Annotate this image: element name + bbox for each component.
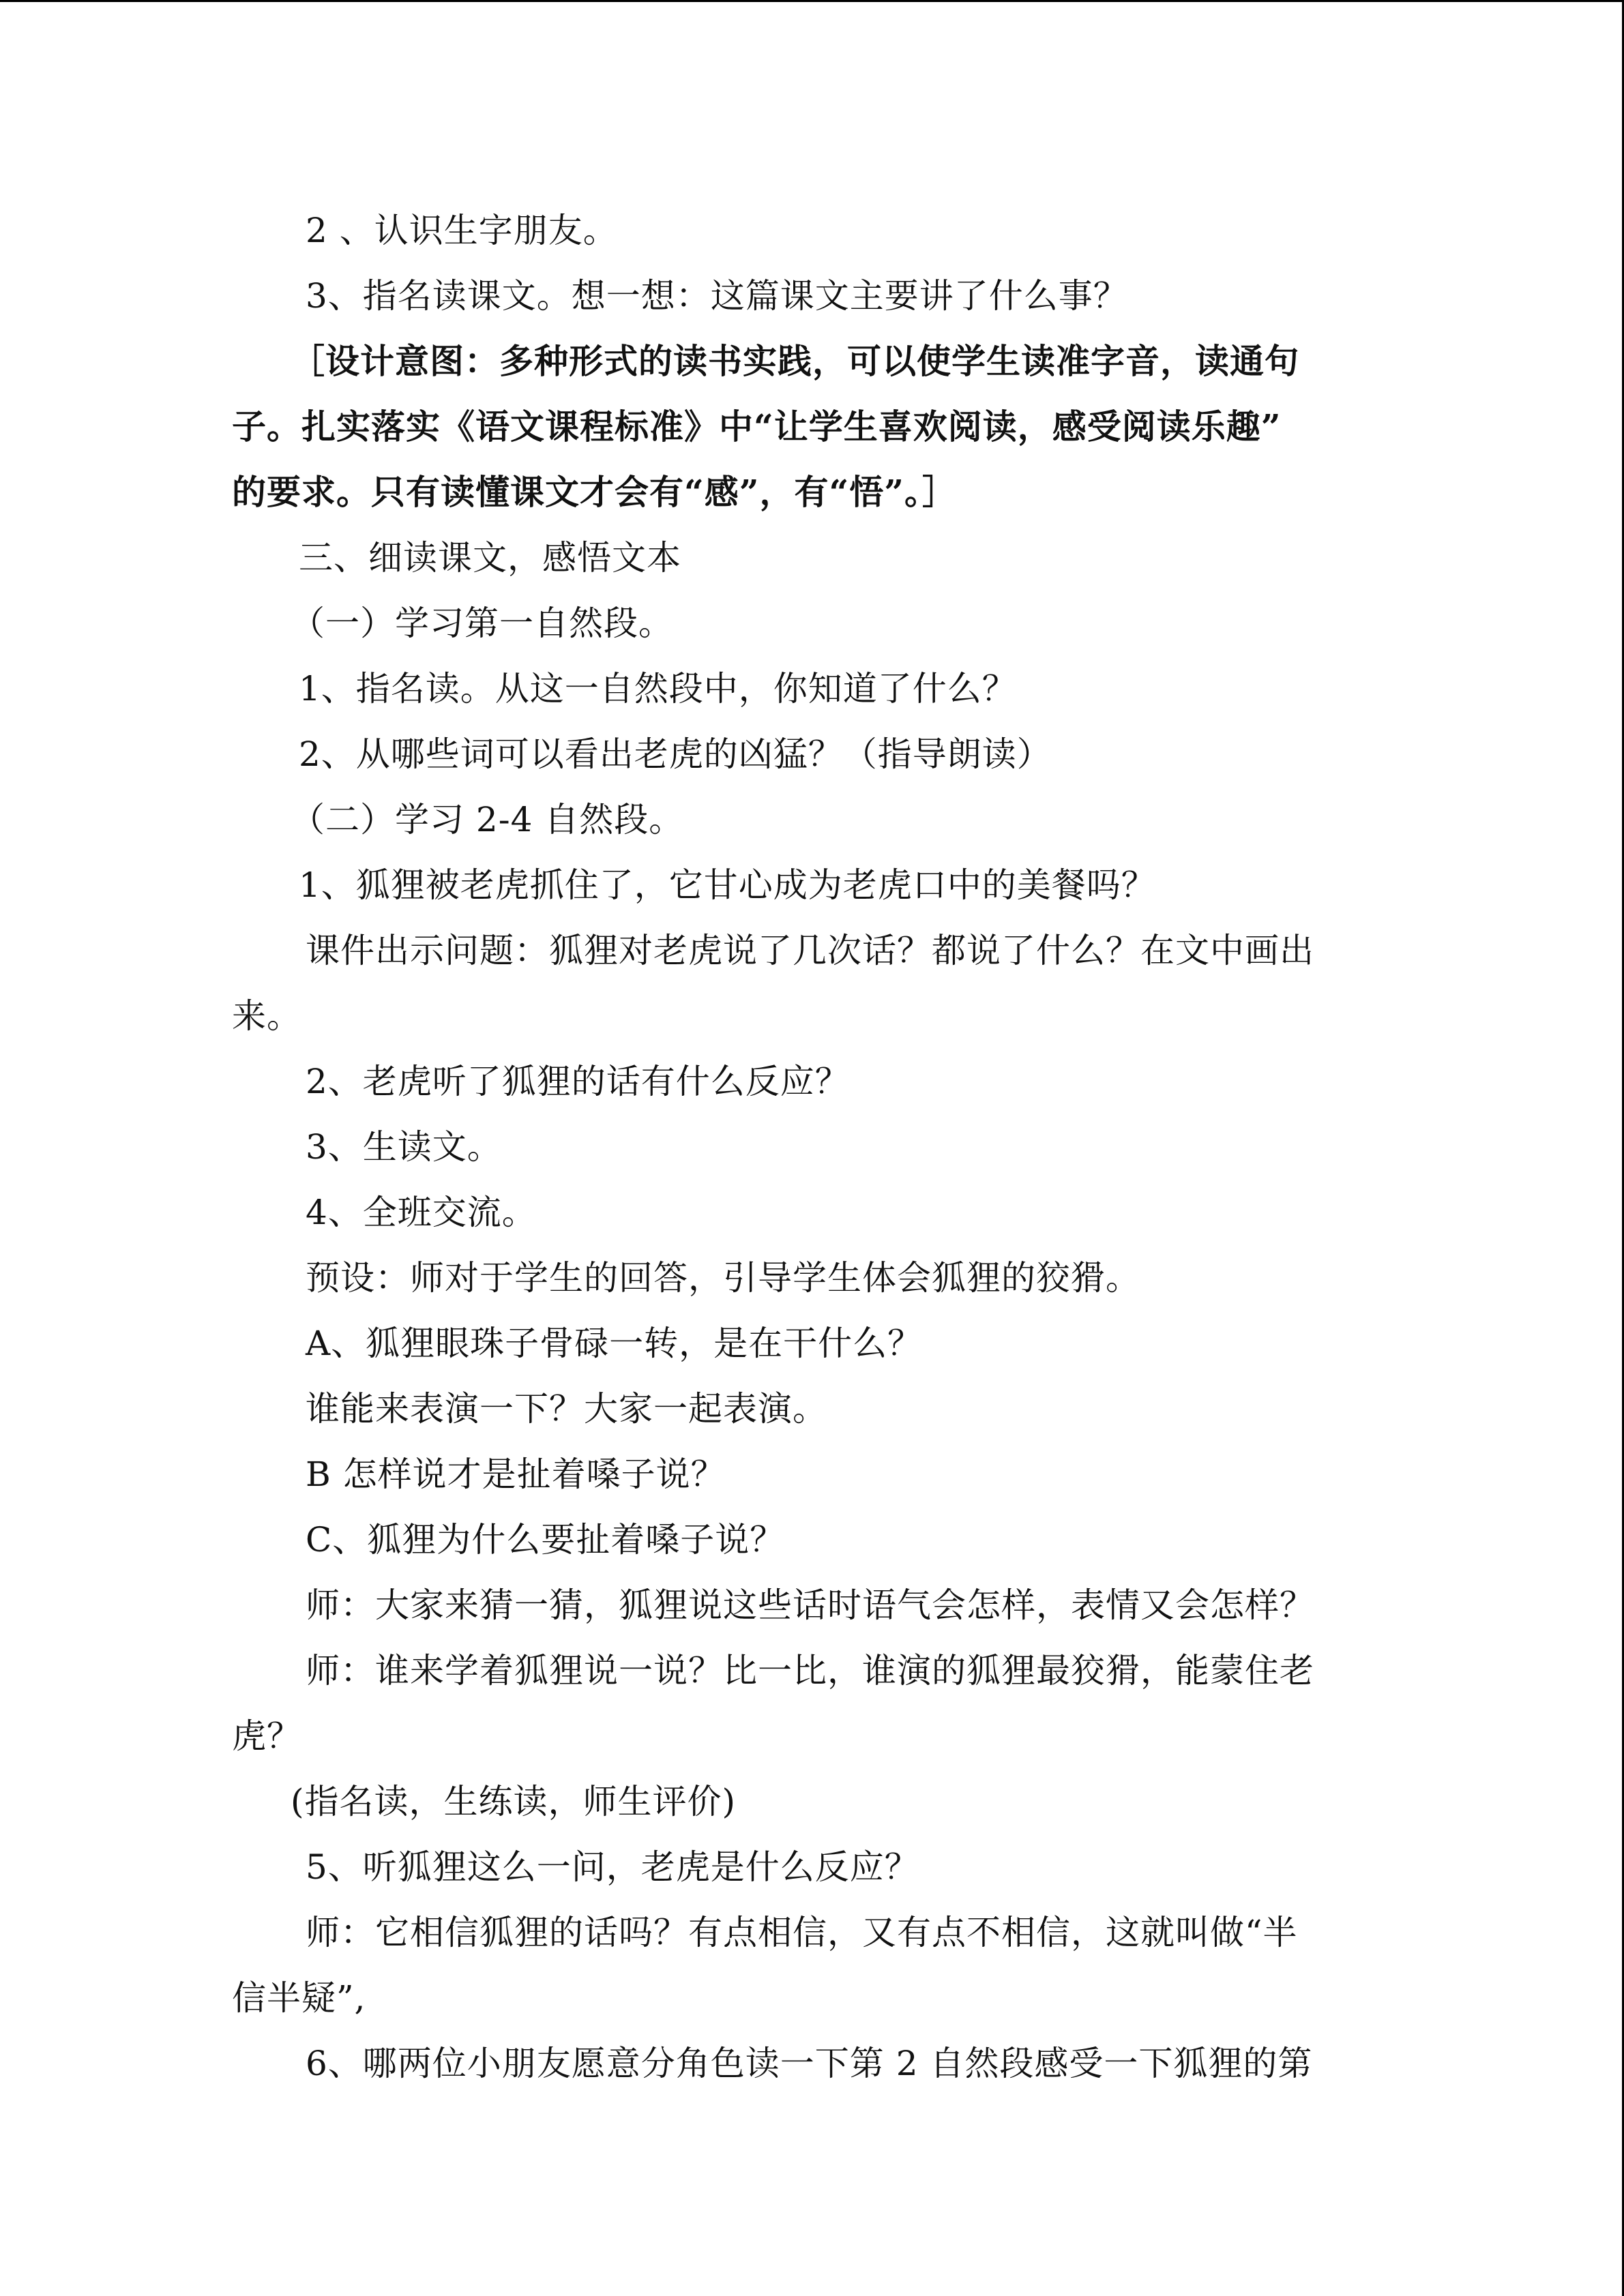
subsection-heading: （一）学习第一自然段。: [291, 603, 673, 643]
text-line: 信半疑”,: [232, 1978, 366, 2018]
text-line: 5、听狐狸这么一问，老虎是什么反应？: [306, 1847, 919, 1887]
text-line: 师：谁来学着狐狸说一说？比一比，谁演的狐狸最狡猾，能蒙住老: [306, 1651, 1314, 1690]
text-line: 3、指名读课文。想一想：这篇课文主要讲了什么事？: [306, 276, 1128, 316]
text-line: 3、生读文。: [306, 1127, 502, 1167]
text-line: 课件出示问题：狐狸对老虎说了几次话？都说了什么？在文中画出: [306, 931, 1314, 970]
text-line: 谁能来表演一下？大家一起表演。: [306, 1389, 827, 1429]
design-intent-line: 子。扎实落实《语文课程标准》中“让学生喜欢阅读，感受阅读乐趣”: [232, 406, 1282, 447]
text-line: 4、全班交流。: [306, 1193, 537, 1232]
text-line: 师：大家来猜一猜，狐狸说这些话时语气会怎样，表情又会怎样？: [306, 1585, 1314, 1625]
text-line: 预设：师对于学生的回答，引导学生体会狐狸的狡猾。: [306, 1258, 1140, 1298]
text-line: 虎？: [232, 1716, 301, 1756]
design-intent-line: ［设计意图：多种形式的读书实践，可以使学生读准字音，读通句: [291, 341, 1299, 381]
text-line: B 怎样说才是扯着嗓子说？: [306, 1455, 726, 1494]
text-line: 2、老虎听了狐狸的话有什么反应？: [306, 1062, 850, 1101]
design-intent-line: 的要求。只有读懂课文才会有“感”，有“悟”。］: [232, 472, 958, 512]
subsection-heading: （二）学习 2-4 自然段。: [291, 800, 684, 839]
section-heading: 三、细读课文，感悟文本: [299, 538, 681, 578]
text-line: 2 、认识生字朋友。: [306, 211, 618, 250]
text-line: 6、哪两位小朋友愿意分角色读一下第 2 自然段感受一下狐狸的第: [306, 2044, 1313, 2083]
text-line: 师：它相信狐狸的话吗？有点相信，又有点不相信，这就叫做“半: [306, 1913, 1298, 1952]
text-line: C、狐狸为什么要扯着嗓子说？: [306, 1520, 785, 1560]
text-line: 来。: [232, 996, 301, 1036]
text-line: 1、指名读。从这一自然段中，你知道了什么？: [299, 669, 1017, 709]
text-line: 1、狐狸被老虎抓住了，它甘心成为老虎口中的美餐吗？: [299, 865, 1156, 905]
text-line: A、狐狸眼珠子骨碌一转，是在干什么？: [306, 1324, 923, 1363]
text-line: 2、从哪些词可以看出老虎的凶猛？（指导朗读）: [299, 734, 1052, 774]
text-line: (指名读，生练读，师生评价): [291, 1782, 737, 1821]
document-body: [232, 198, 1419, 2096]
